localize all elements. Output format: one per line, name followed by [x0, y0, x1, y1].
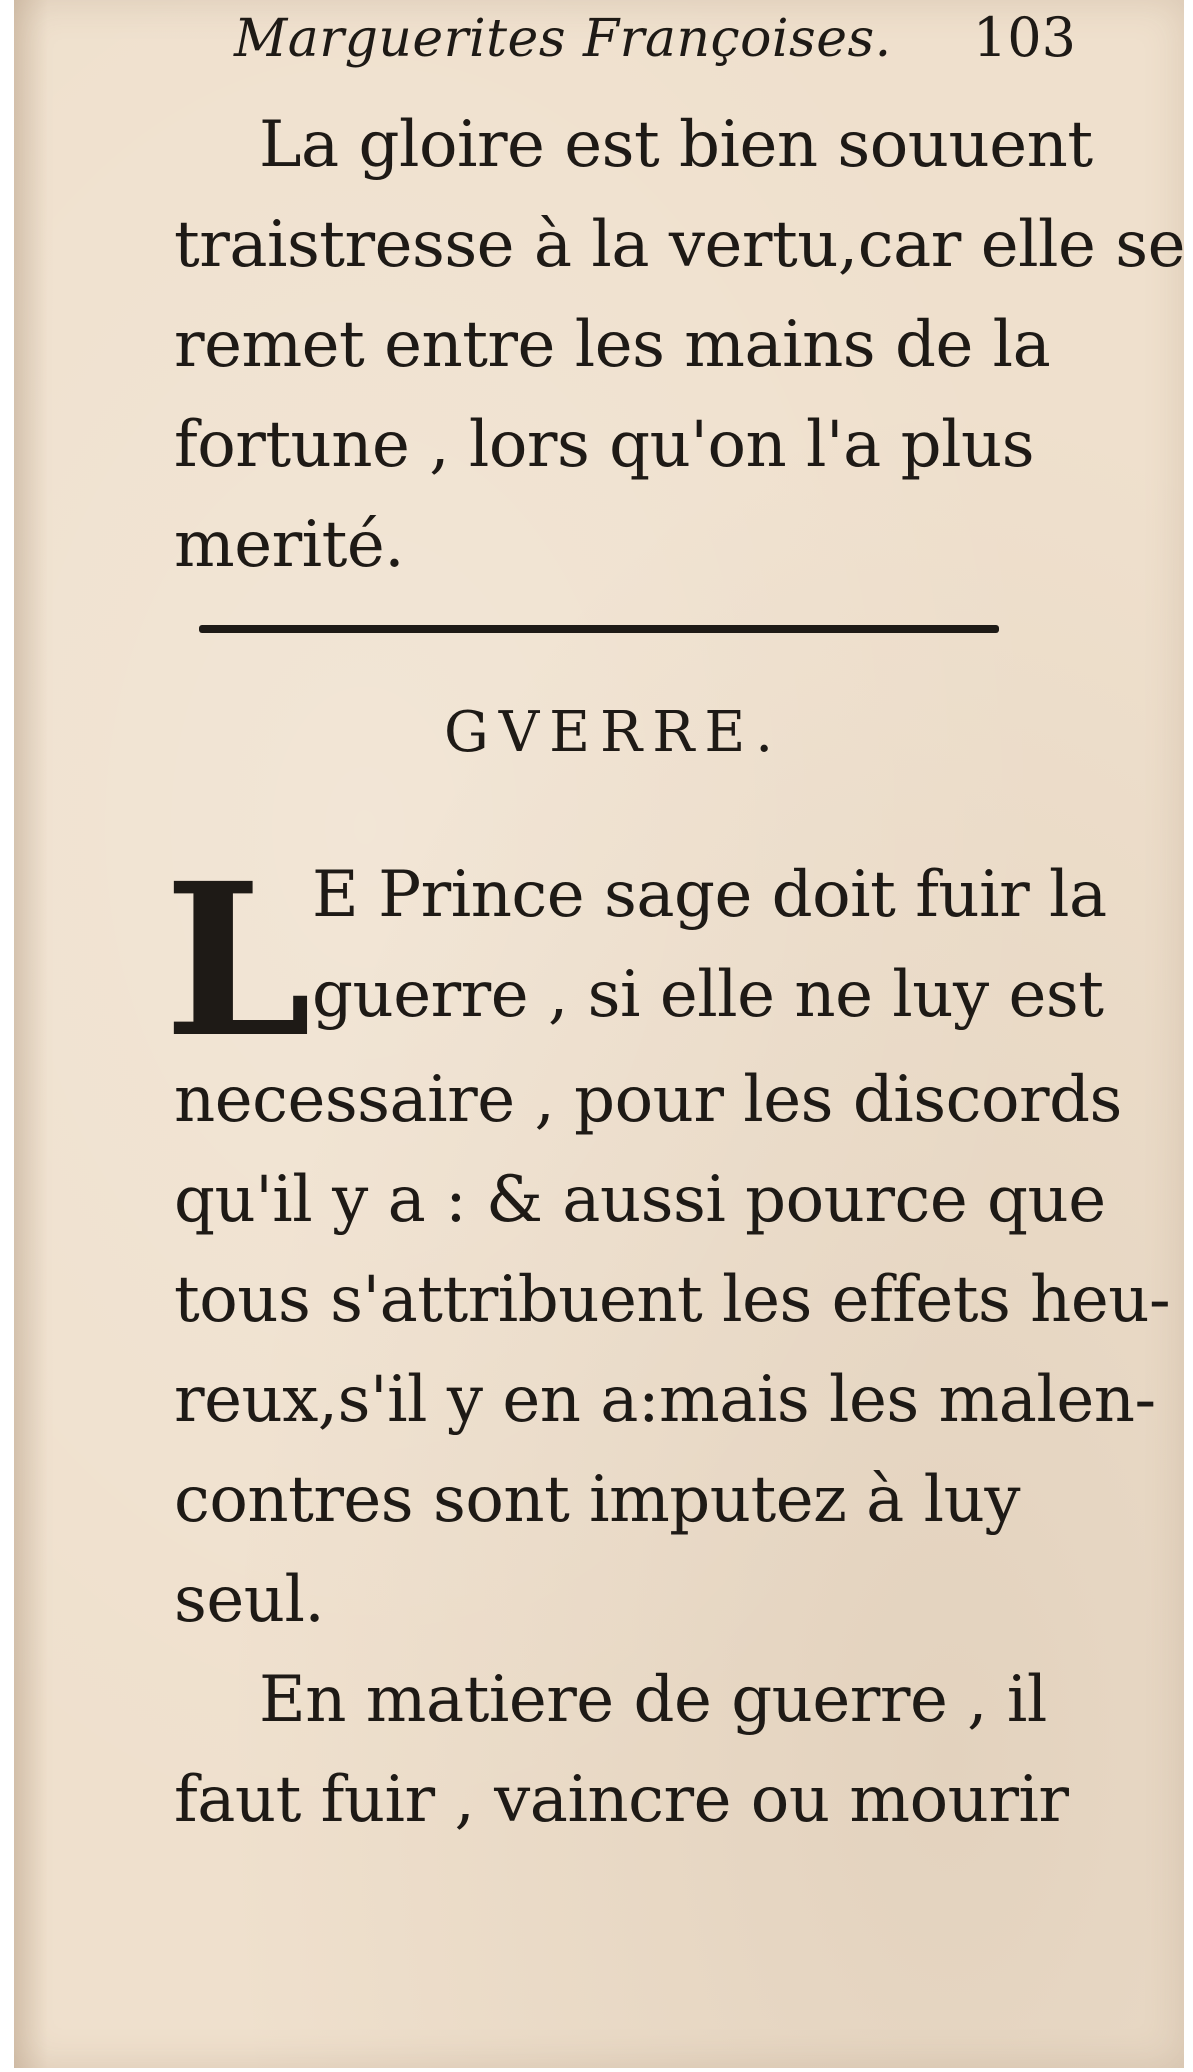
text-line: remet entre les mains de la [174, 308, 1051, 382]
text-line: faut fuir , vaincre ou mourir [174, 1763, 1069, 1837]
section-rule [199, 625, 999, 633]
text-line: necessaire , pour les discords [174, 1063, 1122, 1137]
section-title: GVERRE. [444, 700, 784, 765]
text-line: qu'il y a : & aussi pource que [174, 1163, 1106, 1237]
drop-cap: L [164, 837, 312, 1084]
text-line: contres sont imputez à luy [174, 1463, 1020, 1537]
book-page [14, 0, 1184, 2068]
text-line: En matiere de guerre , il [259, 1663, 1047, 1737]
text-line: fortune , lors qu'on l'a plus [174, 408, 1035, 482]
text-line: seul. [174, 1563, 325, 1637]
text-line: guerre , si elle ne luy est [312, 958, 1104, 1032]
running-title: Marguerites Françoises. [234, 9, 892, 69]
page-number: 103 [972, 6, 1076, 69]
text-line: traistresse à la vertu,car elle se [174, 208, 1185, 282]
text-line: tous s'attribuent les effets heu- [174, 1263, 1171, 1337]
text-line: merité. [174, 508, 405, 582]
running-header [234, 6, 1094, 86]
text-line: E Prince sage doit fuir la [312, 858, 1107, 932]
text-line: reux,s'il y en a:mais les malen- [174, 1363, 1156, 1437]
text-line: La gloire est bien souuent [259, 108, 1093, 182]
